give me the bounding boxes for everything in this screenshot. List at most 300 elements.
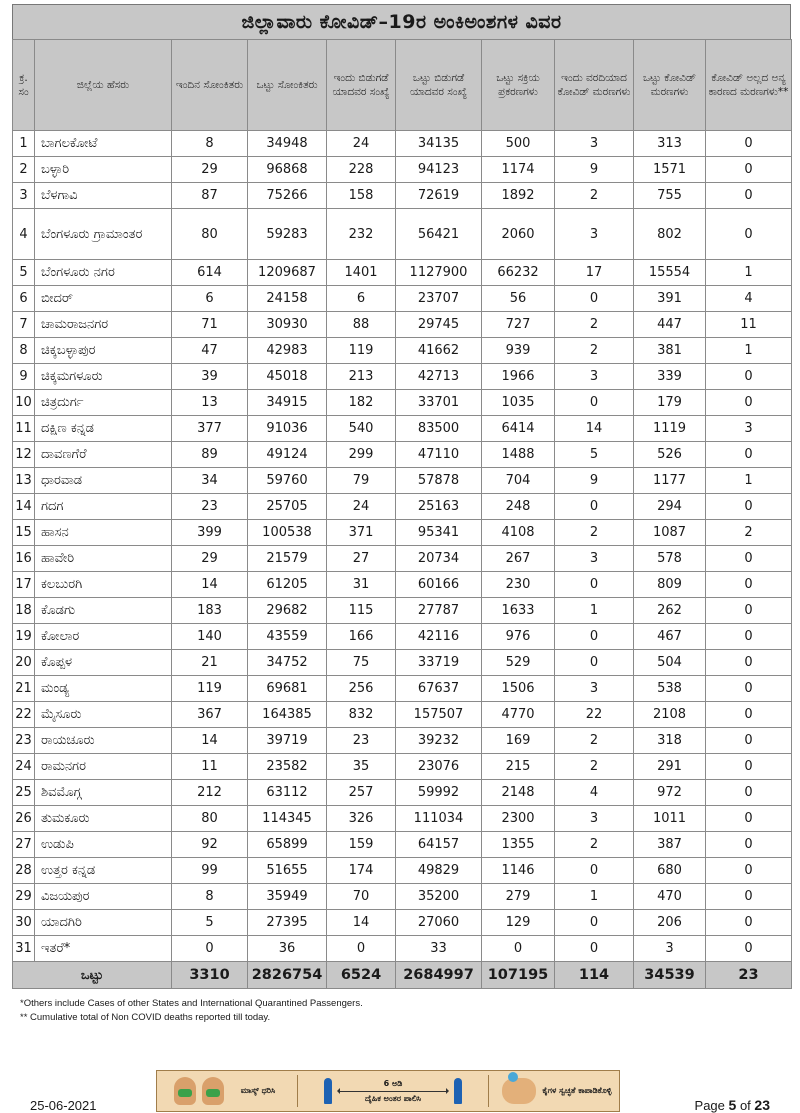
safety-banner [156, 1070, 620, 1112]
value-cell: 1 [706, 468, 792, 494]
value-cell: 20734 [396, 546, 482, 572]
district-name-cell: ಚಿಕ್ಕಬಳ್ಳಾಪುರ [35, 338, 172, 364]
column-header: ಕ್ರ. ಸಂ [13, 40, 35, 131]
value-cell: 23 [172, 494, 248, 520]
value-cell: 500 [482, 131, 555, 157]
value-cell: 614 [172, 260, 248, 286]
value-cell: 34752 [248, 650, 327, 676]
value-cell: 47110 [396, 442, 482, 468]
row-number-cell: 11 [13, 416, 35, 442]
value-cell: 43559 [248, 624, 327, 650]
table-row [13, 910, 792, 936]
value-cell: 0 [706, 572, 792, 598]
table-row [13, 416, 792, 442]
value-cell: 0 [706, 910, 792, 936]
value-cell: 0 [555, 910, 634, 936]
value-cell: 56 [482, 286, 555, 312]
value-cell: 49829 [396, 858, 482, 884]
value-cell: 94123 [396, 157, 482, 183]
value-cell: 972 [634, 780, 706, 806]
value-cell: 2108 [634, 702, 706, 728]
value-cell: 3 [706, 416, 792, 442]
value-cell: 4 [555, 780, 634, 806]
table-row [13, 936, 792, 962]
value-cell: 291 [634, 754, 706, 780]
value-cell: 14 [172, 572, 248, 598]
table-row [13, 858, 792, 884]
value-cell: 5 [555, 442, 634, 468]
value-cell: 0 [706, 676, 792, 702]
table-body [13, 131, 792, 962]
district-name-cell: ರಾಯಚೂರು [35, 728, 172, 754]
district-name-cell: ಶಿವಮೊಗ್ಗ [35, 780, 172, 806]
row-number-cell: 13 [13, 468, 35, 494]
hygiene-text: ಕೈಗಳ ಸ್ವಚ್ಛತೆ ಕಾಪಾಡಿಕೊಳ್ಳಿ [542, 1086, 612, 1095]
value-cell: 59992 [396, 780, 482, 806]
value-cell: 24 [327, 131, 396, 157]
value-cell: 35200 [396, 884, 482, 910]
district-name-cell: ಗದಗ [35, 494, 172, 520]
column-header: ಕೋವಿಡ್ ಅಲ್ಲದ ಅನ್ಯ ಕಾರಣದ ಮರಣಗಳು** [706, 40, 792, 131]
table-row [13, 676, 792, 702]
value-cell: 87 [172, 183, 248, 209]
value-cell: 832 [327, 702, 396, 728]
district-name-cell: ಕೊಡಗು [35, 598, 172, 624]
value-cell: 23707 [396, 286, 482, 312]
district-name-cell: ಯಾದಗಿರಿ [35, 910, 172, 936]
value-cell: 29682 [248, 598, 327, 624]
value-cell: 34948 [248, 131, 327, 157]
table-row [13, 702, 792, 728]
value-cell: 34915 [248, 390, 327, 416]
row-number-cell: 30 [13, 910, 35, 936]
value-cell: 371 [327, 520, 396, 546]
row-number-cell: 25 [13, 780, 35, 806]
totals-label: ಒಟ್ಟು [13, 962, 172, 989]
value-cell: 31 [327, 572, 396, 598]
value-cell: 17 [555, 260, 634, 286]
value-cell: 0 [555, 858, 634, 884]
district-name-cell: ಕಲಬುರಗಿ [35, 572, 172, 598]
row-number-cell: 19 [13, 624, 35, 650]
table-row [13, 312, 792, 338]
value-cell: 29 [172, 157, 248, 183]
value-cell: 1633 [482, 598, 555, 624]
total-cell: 23 [706, 962, 792, 989]
value-cell: 41662 [396, 338, 482, 364]
value-cell: 119 [327, 338, 396, 364]
table-row [13, 572, 792, 598]
value-cell: 381 [634, 338, 706, 364]
district-name-cell: ಬೆಳಗಾವಿ [35, 183, 172, 209]
row-number-cell: 27 [13, 832, 35, 858]
value-cell: 1177 [634, 468, 706, 494]
hygiene-segment [489, 1071, 619, 1111]
footnote-others: *Others include Cases of other States and International Quarantined Passengers. [20, 998, 363, 1009]
value-cell: 24 [327, 494, 396, 520]
row-number-cell: 22 [13, 702, 35, 728]
value-cell: 67637 [396, 676, 482, 702]
value-cell: 35 [327, 754, 396, 780]
value-cell: 42116 [396, 624, 482, 650]
value-cell: 23 [327, 728, 396, 754]
page-prefix: Page [694, 1098, 725, 1113]
district-covid-table [12, 39, 792, 989]
value-cell: 174 [327, 858, 396, 884]
value-cell: 1 [706, 260, 792, 286]
column-header: ಒಟ್ಟು ಸೋಂಕಿತರು [248, 40, 327, 131]
value-cell: 976 [482, 624, 555, 650]
value-cell: 14 [327, 910, 396, 936]
value-cell: 182 [327, 390, 396, 416]
value-cell: 25163 [396, 494, 482, 520]
value-cell: 14 [172, 728, 248, 754]
value-cell: 391 [634, 286, 706, 312]
column-header: ಇಂದಿನ ಸೋಂಕಿತರು [172, 40, 248, 131]
value-cell: 42983 [248, 338, 327, 364]
mask-segment [157, 1071, 297, 1111]
value-cell: 39 [172, 364, 248, 390]
row-number-cell: 6 [13, 286, 35, 312]
row-number-cell: 24 [13, 754, 35, 780]
value-cell: 9 [555, 157, 634, 183]
footnote-non-covid: ** Cumulative total of Non COVID deaths reported till today. [20, 1012, 271, 1023]
table-row [13, 183, 792, 209]
value-cell: 0 [706, 157, 792, 183]
district-name-cell: ಕೊಪ್ಪಳ [35, 650, 172, 676]
value-cell: 326 [327, 806, 396, 832]
value-cell: 294 [634, 494, 706, 520]
row-number-cell: 8 [13, 338, 35, 364]
value-cell: 2 [555, 338, 634, 364]
value-cell: 0 [706, 702, 792, 728]
value-cell: 70 [327, 884, 396, 910]
value-cell: 1011 [634, 806, 706, 832]
value-cell: 1087 [634, 520, 706, 546]
value-cell: 33701 [396, 390, 482, 416]
table-row [13, 468, 792, 494]
distance-value: 6 ಅಡಿ [383, 1078, 403, 1088]
page-title: ಜಿಲ್ಲಾವಾರು ಕೋವಿಡ್–19ರ ಅಂಕಿಅಂಶಗಳ ವಿವರ [12, 4, 791, 39]
district-name-cell: ಇತರೆ* [35, 936, 172, 962]
row-number-cell: 4 [13, 209, 35, 260]
value-cell: 34135 [396, 131, 482, 157]
value-cell: 1488 [482, 442, 555, 468]
value-cell: 0 [172, 936, 248, 962]
column-header: ಒಟ್ಟು ಬಿಡುಗಡೆ ಯಾದವರ ಸಂಖ್ಯೆ [396, 40, 482, 131]
value-cell: 15554 [634, 260, 706, 286]
value-cell: 578 [634, 546, 706, 572]
row-number-cell: 12 [13, 442, 35, 468]
value-cell: 0 [706, 546, 792, 572]
value-cell: 60166 [396, 572, 482, 598]
value-cell: 213 [327, 364, 396, 390]
value-cell: 1174 [482, 157, 555, 183]
value-cell: 2060 [482, 209, 555, 260]
value-cell: 27 [327, 546, 396, 572]
value-cell: 3 [555, 806, 634, 832]
value-cell: 57878 [396, 468, 482, 494]
value-cell: 526 [634, 442, 706, 468]
value-cell: 114345 [248, 806, 327, 832]
value-cell: 339 [634, 364, 706, 390]
value-cell: 0 [706, 131, 792, 157]
table-footer [13, 962, 792, 989]
value-cell: 79 [327, 468, 396, 494]
total-cell: 107195 [482, 962, 555, 989]
value-cell: 64157 [396, 832, 482, 858]
value-cell: 680 [634, 858, 706, 884]
totals-row [13, 962, 792, 989]
value-cell: 9 [555, 468, 634, 494]
value-cell: 99 [172, 858, 248, 884]
row-number-cell: 9 [13, 364, 35, 390]
value-cell: 387 [634, 832, 706, 858]
value-cell: 27787 [396, 598, 482, 624]
value-cell: 164385 [248, 702, 327, 728]
value-cell: 0 [706, 494, 792, 520]
row-number-cell: 17 [13, 572, 35, 598]
value-cell: 49124 [248, 442, 327, 468]
value-cell: 23076 [396, 754, 482, 780]
district-name-cell: ಚಾಮರಾಜನಗರ [35, 312, 172, 338]
value-cell: 119 [172, 676, 248, 702]
value-cell: 212 [172, 780, 248, 806]
district-name-cell: ಹಾಸನ [35, 520, 172, 546]
table-row [13, 806, 792, 832]
value-cell: 4108 [482, 520, 555, 546]
value-cell: 11 [706, 312, 792, 338]
value-cell: 39719 [248, 728, 327, 754]
value-cell: 0 [555, 572, 634, 598]
value-cell: 129 [482, 910, 555, 936]
value-cell: 95341 [396, 520, 482, 546]
value-cell: 1 [555, 598, 634, 624]
district-name-cell: ಚಿಕ್ಕಮಗಳೂರು [35, 364, 172, 390]
value-cell: 0 [706, 884, 792, 910]
value-cell: 299 [327, 442, 396, 468]
value-cell: 1571 [634, 157, 706, 183]
value-cell: 0 [706, 754, 792, 780]
value-cell: 59760 [248, 468, 327, 494]
value-cell: 63112 [248, 780, 327, 806]
footnotes [20, 997, 363, 1025]
value-cell: 399 [172, 520, 248, 546]
value-cell: 65899 [248, 832, 327, 858]
value-cell: 80 [172, 209, 248, 260]
value-cell: 2 [706, 520, 792, 546]
value-cell: 313 [634, 131, 706, 157]
value-cell: 1966 [482, 364, 555, 390]
column-header: ಒಟ್ಟು ಕೋವಿಡ್ ಮರಣಗಳು [634, 40, 706, 131]
value-cell: 939 [482, 338, 555, 364]
value-cell: 529 [482, 650, 555, 676]
value-cell: 91036 [248, 416, 327, 442]
row-number-cell: 31 [13, 936, 35, 962]
table-row [13, 832, 792, 858]
total-cell: 3310 [172, 962, 248, 989]
row-number-cell: 21 [13, 676, 35, 702]
value-cell: 0 [706, 624, 792, 650]
value-cell: 809 [634, 572, 706, 598]
district-name-cell: ಬಾಗಲಕೋಟೆ [35, 131, 172, 157]
value-cell: 704 [482, 468, 555, 494]
value-cell: 35949 [248, 884, 327, 910]
value-cell: 1 [555, 884, 634, 910]
value-cell: 92 [172, 832, 248, 858]
value-cell: 8 [172, 131, 248, 157]
row-number-cell: 29 [13, 884, 35, 910]
value-cell: 267 [482, 546, 555, 572]
value-cell: 14 [555, 416, 634, 442]
value-cell: 1506 [482, 676, 555, 702]
value-cell: 29 [172, 546, 248, 572]
value-cell: 1127900 [396, 260, 482, 286]
value-cell: 0 [706, 650, 792, 676]
column-header: ಇಂದು ವರದಿಯಾದ ಕೋವಿಡ್ ಮರಣಗಳು [555, 40, 634, 131]
value-cell: 0 [706, 780, 792, 806]
row-number-cell: 28 [13, 858, 35, 884]
value-cell: 27060 [396, 910, 482, 936]
value-cell: 0 [706, 832, 792, 858]
mask-text: ಮಾಸ್ಕ್ ಧರಿಸಿ [240, 1086, 276, 1095]
value-cell: 1209687 [248, 260, 327, 286]
value-cell: 0 [706, 806, 792, 832]
value-cell: 0 [706, 936, 792, 962]
value-cell: 0 [706, 364, 792, 390]
value-cell: 1035 [482, 390, 555, 416]
district-name-cell: ಬೆಂಗಳೂರು ಗ್ರಾಮಾಂತರ [35, 209, 172, 260]
distance-text: ದೈಹಿಕ ಅಂತರ ಪಾಲಿಸಿ [364, 1093, 422, 1103]
value-cell: 34 [172, 468, 248, 494]
row-number-cell: 7 [13, 312, 35, 338]
hand-wash-icon [502, 1078, 536, 1104]
value-cell: 83500 [396, 416, 482, 442]
value-cell: 3 [555, 546, 634, 572]
row-number-cell: 18 [13, 598, 35, 624]
masked-face-icon [202, 1077, 224, 1105]
masked-face-icon [174, 1077, 196, 1105]
page-current: 5 [728, 1097, 737, 1113]
table-row [13, 728, 792, 754]
total-cell: 2684997 [396, 962, 482, 989]
value-cell: 66232 [482, 260, 555, 286]
value-cell: 4 [706, 286, 792, 312]
value-cell: 470 [634, 884, 706, 910]
row-number-cell: 3 [13, 183, 35, 209]
value-cell: 56421 [396, 209, 482, 260]
table-row [13, 131, 792, 157]
value-cell: 4770 [482, 702, 555, 728]
value-cell: 0 [706, 390, 792, 416]
value-cell: 89 [172, 442, 248, 468]
value-cell: 75 [327, 650, 396, 676]
value-cell: 3 [555, 131, 634, 157]
value-cell: 230 [482, 572, 555, 598]
value-cell: 228 [327, 157, 396, 183]
value-cell: 6 [172, 286, 248, 312]
value-cell: 248 [482, 494, 555, 520]
value-cell: 318 [634, 728, 706, 754]
district-name-cell: ಬೀದರ್ [35, 286, 172, 312]
value-cell: 2148 [482, 780, 555, 806]
district-name-cell: ಬಳ್ಳಾರಿ [35, 157, 172, 183]
value-cell: 755 [634, 183, 706, 209]
value-cell: 0 [706, 183, 792, 209]
value-cell: 0 [706, 728, 792, 754]
value-cell: 0 [555, 390, 634, 416]
district-name-cell: ದಕ್ಷಿಣ ಕನ್ನಡ [35, 416, 172, 442]
value-cell: 0 [706, 442, 792, 468]
value-cell: 42713 [396, 364, 482, 390]
row-number-cell: 15 [13, 520, 35, 546]
row-number-cell: 2 [13, 157, 35, 183]
value-cell: 80 [172, 806, 248, 832]
value-cell: 51655 [248, 858, 327, 884]
value-cell: 256 [327, 676, 396, 702]
table-row [13, 494, 792, 520]
district-name-cell: ಉಡುಪಿ [35, 832, 172, 858]
column-header: ಜಿಲ್ಲೆಯ ಹೆಸರು [35, 40, 172, 131]
total-cell: 2826754 [248, 962, 327, 989]
value-cell: 377 [172, 416, 248, 442]
value-cell: 11 [172, 754, 248, 780]
value-cell: 72619 [396, 183, 482, 209]
value-cell: 21 [172, 650, 248, 676]
table-row [13, 364, 792, 390]
row-number-cell: 23 [13, 728, 35, 754]
column-header: ಇಂದು ಬಿಡುಗಡೆ ಯಾದವರ ಸಂಖ್ಯೆ [327, 40, 396, 131]
table-row [13, 390, 792, 416]
row-number-cell: 20 [13, 650, 35, 676]
district-name-cell: ದಾವಣಗೆರೆ [35, 442, 172, 468]
row-number-cell: 1 [13, 131, 35, 157]
value-cell: 3 [555, 676, 634, 702]
value-cell: 215 [482, 754, 555, 780]
value-cell: 21579 [248, 546, 327, 572]
value-cell: 0 [706, 209, 792, 260]
person-icon [324, 1078, 332, 1104]
page-of: of [739, 1098, 751, 1113]
value-cell: 206 [634, 910, 706, 936]
value-cell: 25705 [248, 494, 327, 520]
value-cell: 5 [172, 910, 248, 936]
value-cell: 3 [555, 364, 634, 390]
value-cell: 538 [634, 676, 706, 702]
value-cell: 111034 [396, 806, 482, 832]
row-number-cell: 26 [13, 806, 35, 832]
value-cell: 0 [555, 650, 634, 676]
value-cell: 0 [482, 936, 555, 962]
value-cell: 1119 [634, 416, 706, 442]
value-cell: 727 [482, 312, 555, 338]
value-cell: 257 [327, 780, 396, 806]
value-cell: 8 [172, 884, 248, 910]
value-cell: 115 [327, 598, 396, 624]
value-cell: 13 [172, 390, 248, 416]
column-header: ಒಟ್ಟು ಸಕ್ರಿಯ ಪ್ರಕರಣಗಳು [482, 40, 555, 131]
report-date: 25-06-2021 [30, 1098, 97, 1113]
table-row [13, 209, 792, 260]
table-row [13, 624, 792, 650]
district-name-cell: ಕೋಲಾರ [35, 624, 172, 650]
total-cell: 34539 [634, 962, 706, 989]
value-cell: 504 [634, 650, 706, 676]
district-name-cell: ವಿಜಯಪುರ [35, 884, 172, 910]
value-cell: 1355 [482, 832, 555, 858]
value-cell: 69681 [248, 676, 327, 702]
total-cell: 6524 [327, 962, 396, 989]
